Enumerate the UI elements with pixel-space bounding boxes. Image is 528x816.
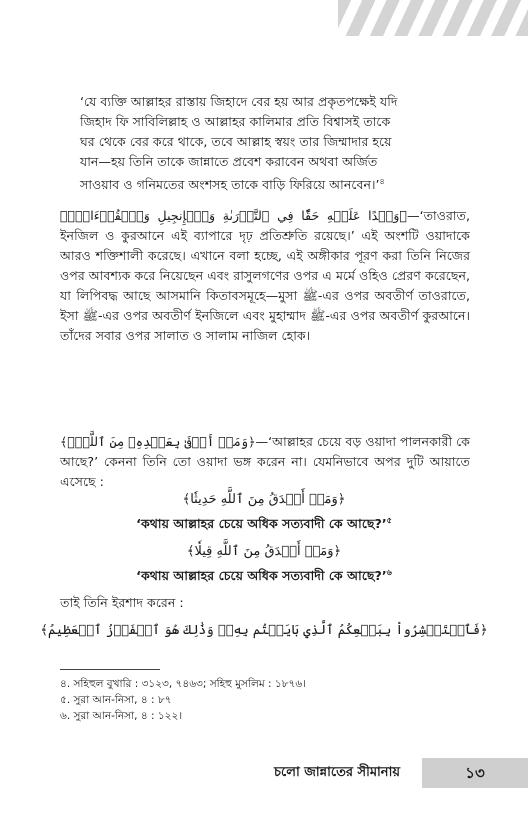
footnote-4: ৪. সহিহুল বুখারি : ৩১২৩, ৭৪৬৩; সহিহু মুসলিম : ১৮৭৬। <box>60 678 306 690</box>
page-footer <box>0 758 528 788</box>
arabic-ayah-3: ﴿فَٱسۡتَبۡشِرُواْ بِبَيۡعِكُمُ ٱلَّذِي بَايَعۡتُم بِهِۦۚ وَذَٰلِكَ هُوَ ٱلۡفَوۡزُ ٱلۡعَظِيمُ﴾ <box>40 623 488 638</box>
footnote-6: ৬. সুরা আন-নিসা, ৪ : ১২২। <box>60 710 183 722</box>
quote-line: ঘর থেকে বের করে থাকে, তবে আল্লাহ স্বয়ং তার জিম্মাদার হয়ে <box>80 134 392 149</box>
quote-last-line: সাওয়াব ও গনিমতের অংশসহ তাকে বাড়ি ফিরিয়ে আনবেন।’ <box>80 177 380 193</box>
paragraph-text: —‘আল্লাহর চেয়ে বড় ওয়াদা পালনকারী কে আছে?’ কেননা তিনি তো ওয়াদা ভঙ্গ করেন না। যেমনিভাবে অপর দুটি আয়াতে এসেছে : <box>60 434 470 489</box>
quote-line: জিহাদ ফি সাবিলিল্লাহ ও আল্লাহর কালিমার প্রতি বিশ্বাসই তাকে <box>80 114 391 129</box>
footnote-5: ৫. সুরা আন-নিসা, ৪ : ৮৭ <box>60 694 172 706</box>
hadith-quote <box>80 92 450 195</box>
irshad-intro: তাই তিনি ইরশাদ করেন : <box>60 595 184 610</box>
paragraph-fulfilment <box>60 432 470 492</box>
arabic-verse-inline: ﴿وَمَنۡ أَوۡفَىٰ بِعَهۡدِهِۦ مِنَ ٱللَّهِۚ﴾ <box>60 434 256 449</box>
translation-text: ‘কথায় আল্লাহর চেয়ে অধিক সত্যবাদী কে আছে?’ <box>136 568 387 584</box>
translation-text: ‘কথায় আল্লাহর চেয়ে অধিক সত্যবাদী কে আছে?’ <box>136 516 387 532</box>
footnote-ref-4[interactable]: ৪ <box>379 177 385 186</box>
quote-line <box>80 172 450 195</box>
ayah-translation-1 <box>0 515 528 536</box>
footnote-ref-5[interactable]: ৫ <box>386 516 392 525</box>
page-number: ১৩ <box>422 758 528 788</box>
quote-line: ‘যে ব্যক্তি আল্লাহর রাস্তায় জিহাদে বের হয় আর প্রকৃতপক্ষেই যদি <box>80 94 398 109</box>
book-title: চলো জান্নাতের সীমানায় <box>274 765 400 780</box>
arabic-ayah-2: ﴿وَمَنۡ أَصۡدَقُ مِنَ ٱللَّهِ قِيلٗا﴾ <box>186 544 342 559</box>
arabic-verse-inline: ﴿وَعۡدًا عَلَيۡهِ حَقّٗا فِي ٱلتَّوۡرَىٰةِ وَٱلۡإِنجِيلِ وَٱلۡقُرۡءَانِۚ﴾ <box>60 208 407 223</box>
paragraph-text: —‘তাওরাত, ইনজিল ও কুরআনে এই ব্যাপারে দৃঢ় প্রতিশ্রুতি রয়েছে।’ এই অংশটি ওয়াদাকে আরও শক্তিশালী করেছে। এখানে বলা হচ্ছে, এই অঙ্গীকার পূরণ করা তিনি নিজের ওপর আবশ্যক করে নিয়েছেন এবং রাসুলগণের ওপর এ মর্মে ওহিও প্রেরণ করেছেন, যা লিপিবদ্ধ আছে আসমানি কিতাবসমূহে—মুসা ﷺ-এর ওপর অবতীর্ণ তাওরাতে, ইসা ﷺ-এর ওপর অবতীর্ণ ইনজিলে এবং মুহাম্মাদ ﷺ-এর ওপর অবতীর্ণ কুরআনে। তাঁদের সবার ওপর সালাত ও সালাম নাজিল হোক। <box>60 208 470 343</box>
header-decoration-stripes <box>338 0 528 36</box>
footnotes <box>60 676 306 724</box>
footnote-divider <box>60 669 160 670</box>
footnote-ref-6[interactable]: ৬ <box>386 568 392 577</box>
ayah-translation-2 <box>0 567 528 588</box>
paragraph-promise <box>60 206 470 346</box>
arabic-ayah-1: ﴿وَمَنۡ أَصۡدَقُ مِنَ ٱللَّهِ حَدِيثٗا﴾ <box>182 492 346 507</box>
quote-line: যান—হয় তিনি তাকে জান্নাতে প্রবেশ করাবেন অথবা অর্জিত <box>80 154 378 169</box>
